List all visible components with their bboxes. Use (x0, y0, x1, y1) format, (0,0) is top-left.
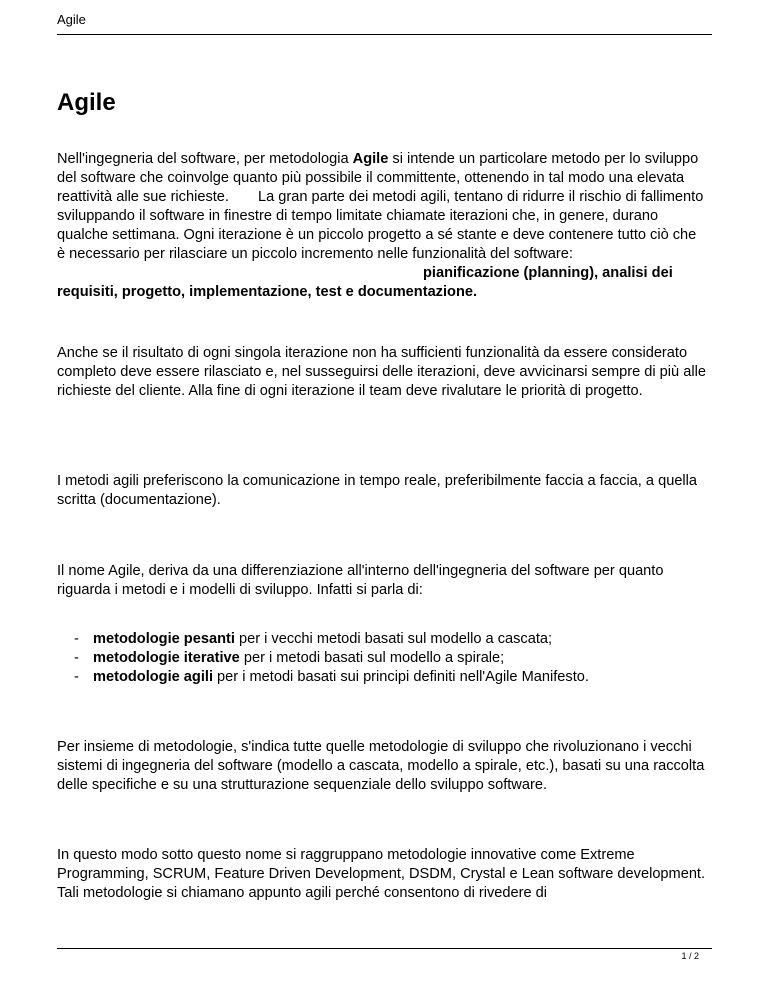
page-number: 1 / 2 (681, 951, 699, 961)
paragraph-intro (57, 150, 707, 302)
paragraph-iterations: Anche se il risultato di ogni singola iterazione non ha sufficienti funzionalità da essere considerato completo deve essere rilasciato e, nel susseguirsi delle iterazioni, deve avvicinarsi sempre di più alle richieste del cliente. Alla fine di ogni iterazione il team deve rivalutare le priorità di progetto. (57, 345, 706, 399)
paragraph-name-origin: Il nome Agile, deriva da una differenziazione all'interno dell'ingegneria del software per quanto riguarda i metodi e i modelli di sviluppo. Infatti si parla di: (57, 563, 664, 598)
footer-divider (57, 948, 712, 949)
paragraph-communication: I metodi agili preferiscono la comunicazione in tempo reale, preferibilmente faccia a faccia, a quella scritta (documentazione). (57, 473, 698, 508)
paragraph-definition: Per insieme di metodologie, s'indica tutte quelle metodologie di sviluppo che rivoluzionano i vecchi sistemi di ingegneria del software (modello a cascata, modello a spirale, etc.), basati su una raccolta delle specifiche e su una strutturazione sequenziale dello sviluppo software. (57, 739, 705, 793)
intro-bold-agile: Agile (352, 151, 389, 167)
intro-text-c: si intende un particolare metodo per lo sviluppo del software che coinvolge quanto più possibile il committente, ottenendo in tal modo una elevata reattività alle sue richieste. (57, 151, 699, 205)
list-item: - metodologie agili per i metodi basati sui principi definiti nell'Agile Manifesto. (74, 669, 589, 685)
running-header: Agile (57, 12, 86, 27)
list-item: - metodologie iterative per i metodi basati sul modello a spirale; (74, 650, 505, 666)
paragraph-methodologies: In questo modo sotto questo nome si raggruppano metodologie innovative come Extreme Programming, SCRUM, Feature Driven Development, DSDM, Crystal e Lean software development. Tali metodologie si chiamano appunto agili perché consentono di rivedere di (57, 847, 706, 901)
intro-text-a: Nell'ingegneria del software, per metodologia (57, 151, 353, 167)
list-item: - metodologie pesanti per i vecchi metodi basati sul modello a cascata; (74, 631, 553, 647)
methodology-list (74, 630, 589, 687)
intro-text-d: La gran parte dei metodi agili, tentano di ridurre il rischio di fallimento sviluppando il software in finestre di tempo limitate chiamate iterazioni che, in genere, durano qualche settimana. Ogni iterazione è un piccolo progetto a sé stante e deve contenere tutto ciò che è necessario per rilasciare un piccolo incremento nelle funzionalità del software: (57, 189, 704, 262)
header-divider (57, 34, 712, 35)
document-title: Agile (57, 89, 116, 116)
intro-bold-phases: pianificazione (planning), analisi dei requisiti, progetto, implementazione, test e documentazione. (57, 265, 673, 300)
